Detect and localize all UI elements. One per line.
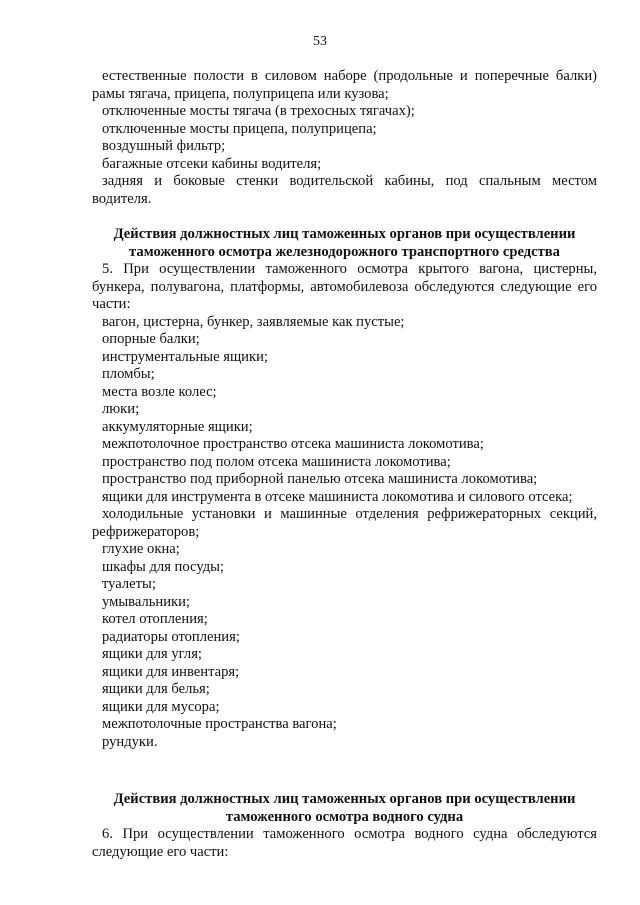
list-item: ящики для мусора; xyxy=(102,698,220,715)
list-item: рундуки. xyxy=(102,733,158,750)
list-item: пространство под приборной панелью отсека машиниста локомотива; xyxy=(102,471,538,487)
list-item: холодильные установки и машинные отделения рефрижераторных секций, рефрижераторов; xyxy=(92,506,597,540)
list-item: ящики для инструмента в отсеке машиниста локомотива и силового отсека; xyxy=(102,488,573,505)
list-item: туалеты; xyxy=(102,576,156,592)
rail-section-heading-line1: Действия должностных лиц таможенных органов при осуществлении xyxy=(113,226,576,242)
rail-intro-paragraph: 5. При осуществлении таможенного осмотра крытого вагона, цистерны, бункера, полувагона, платформы, автомобилевоза обследуются следующие его части: xyxy=(92,261,597,312)
list-item: радиаторы отопления; xyxy=(102,628,240,645)
truck-item: отключенные мосты прицепа, полуприцепа; xyxy=(102,120,377,137)
list-item: межпотолочное пространство отсека машиниста локомотива; xyxy=(102,436,484,452)
water-section-heading-line2: таможенного осмотра водного судна xyxy=(225,808,464,825)
list-item: шкафы для посуды; xyxy=(102,558,224,575)
truck-item: задняя и боковые стенки водительской кабины, под спальным местом водителя. xyxy=(92,173,597,207)
rail-parts-list xyxy=(92,314,597,752)
list-item: вагон, цистерна, бункер, заявляемые как пустые; xyxy=(102,313,405,330)
rail-section-heading-line2: таможенного осмотра железнодорожного транспортного средства xyxy=(129,243,560,260)
page-content xyxy=(92,68,597,861)
spacer xyxy=(92,208,597,226)
truck-item: багажные отсеки кабины водителя; xyxy=(102,155,322,172)
list-item: ящики для белья; xyxy=(102,681,210,697)
list-item: инструментальные ящики; xyxy=(102,348,268,365)
list-item: глухие окна; xyxy=(102,541,180,557)
truck-item: отключенные мосты тягача (в трехосных тягачах); xyxy=(102,103,415,119)
list-item: межпотолочные пространства вагона; xyxy=(102,716,337,732)
list-item: аккумуляторные ящики; xyxy=(102,418,253,435)
list-item: опорные балки; xyxy=(102,331,200,347)
truck-item: естественные полости в силовом наборе (продольные и поперечные балки) рамы тягача, прицепа, полуприцепа или кузова; xyxy=(92,68,597,102)
spacer xyxy=(92,751,597,791)
water-intro-paragraph: 6. При осуществлении таможенного осмотра водного судна обследуются следующие его части: xyxy=(92,826,597,860)
list-item: ящики для угля; xyxy=(102,646,202,662)
list-item: умывальники; xyxy=(102,593,190,610)
list-item: места возле колес; xyxy=(102,383,217,400)
list-item: пломбы; xyxy=(102,366,155,382)
list-item: ящики для инвентаря; xyxy=(102,663,240,680)
page-number: 53 xyxy=(313,34,327,49)
truck-item: воздушный фильтр; xyxy=(102,138,226,154)
list-item: люки; xyxy=(102,401,140,417)
list-item: котел отопления; xyxy=(102,611,208,627)
water-section-heading-line1: Действия должностных лиц таможенных органов при осуществлении xyxy=(113,791,576,807)
list-item: пространство под полом отсека машиниста локомотива; xyxy=(102,453,451,470)
